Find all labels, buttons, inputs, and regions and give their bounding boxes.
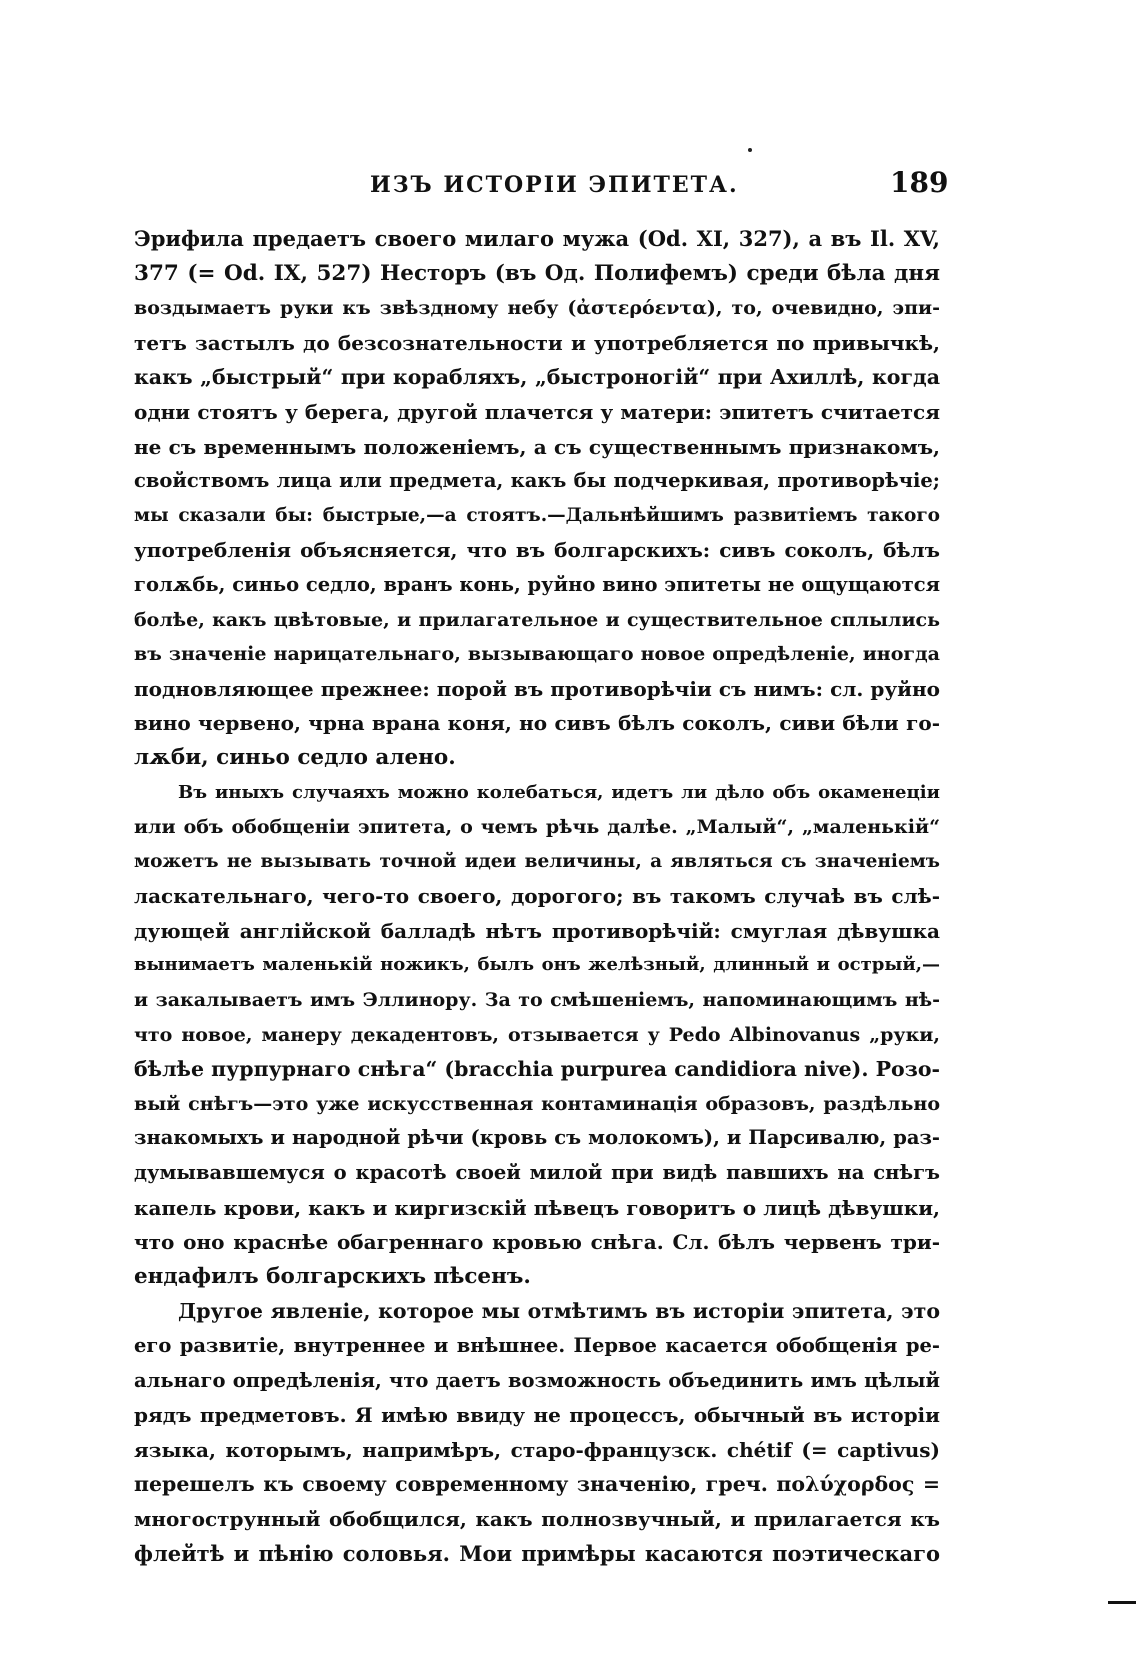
text-line: въ значеніе нарицательнаго, вызывающаго новое опредѣленіе, иногда [134, 643, 940, 666]
text-line: можетъ не вызывать точной идеи величины, а являться съ значеніемъ [134, 850, 940, 872]
text-line: что новое, манеру декадентовъ, отзывается у Pedo Albinovanus „руки, [134, 1023, 940, 1046]
text-line: болѣе, какъ цвѣтовые, и прилагательное и существительное сплылись [134, 608, 940, 631]
text-line: перешелъ къ своему современному значенію, греч. πολύχορδος = [134, 1472, 940, 1497]
text-line: рядъ предметовъ. Я имѣю ввиду не процессъ, обычный въ исторіи [134, 1403, 940, 1428]
paragraph-start-line: Другое явленіе, которое мы отмѣтимъ въ исторіи эпитета, это [178, 1299, 940, 1324]
text-line: языка, которымъ, напримѣръ, старо-французск. chétif (= captivus) [134, 1437, 940, 1462]
text-line: тетъ застылъ до безсознательности и употребляется по привычкѣ, [134, 330, 940, 355]
text-line: вый снѣгъ—это уже искусственная контаминація образовъ, раздѣльно [134, 1092, 940, 1115]
text-line: не съ временнымъ положеніемъ, а съ существеннымъ признакомъ, [134, 434, 940, 459]
text-line: вино червено, чрна врана коня, но сивъ бѣлъ соколъ, сиви бѣли го- [134, 711, 940, 736]
running-title: ИЗЪ ИСТОРІИ ЭПИТЕТА. [370, 172, 739, 198]
text-line: его развитіе, внутреннее и внѣшнее. Первое касается обобщенія ре- [134, 1334, 940, 1357]
text-line: дующей англійской балладѣ нѣтъ противорѣчій: смуглая дѣвушка [134, 918, 940, 943]
text-line: мы сказали бы: быстрые,—а стоятъ.—Дальнѣйшимъ развитіемъ такого [134, 504, 940, 526]
text-line: альнаго опредѣленія, что даетъ возможность объединить имъ цѣлый [134, 1368, 940, 1392]
text-line: лѫби, синьо седло алено. [134, 744, 456, 770]
text-line: Эрифила предаетъ своего милаго мужа (Od. XI, 327), а въ Il. XV, [134, 226, 940, 251]
text-line: употребленія объясняется, что въ болгарскихъ: сивъ соколъ, бѣлъ [134, 538, 940, 563]
text-line: многострунный обобщился, какъ полнозвучный, и прилагается къ [134, 1506, 940, 1531]
text-line: ендафилъ болгарскихъ пѣсенъ. [134, 1263, 531, 1289]
text-line: и закалываетъ имъ Эллинору. За то смѣшеніемъ, напоминающимъ нѣ- [134, 989, 940, 1012]
paragraph-start-line: Въ иныхъ случаяхъ можно колебаться, идетъ ли дѣло объ окаменеціи [178, 781, 940, 803]
text-line: знакомыхъ и народной рѣчи (кровь съ молокомъ), и Парсивалю, раз- [134, 1126, 940, 1150]
text-line: думывавшемуся о красотѣ своей милой при видѣ павшихъ на снѣгъ [134, 1161, 940, 1185]
text-line: голѫбь, синьо седло, вранъ конь, руйно вино эпитеты не ощущаются [134, 572, 940, 596]
text-line: капель крови, какъ и киргизскій пѣвецъ говоритъ о лицѣ дѣвушки, [134, 1195, 940, 1220]
text-line: воздымаетъ руки къ звѣздному небу (ἀστερόεντα), то, очевидно, эпи- [134, 297, 940, 320]
text-line: вынимаетъ маленькій ножикъ, былъ онъ желѣзный, длинный и острый,— [134, 954, 940, 976]
text-line: свойствомъ лица или предмета, какъ бы подчеркивая, противорѣчіе; [134, 469, 940, 493]
text-line: ласкательнаго, чего-то своего, дорогого; въ такомъ случаѣ въ слѣ- [134, 884, 940, 909]
text-line: бѣлѣе пурпурнаго снѣга“ (bracchia purpurea candidiora nive). Розо- [134, 1057, 940, 1082]
text-line: 377 (= Od. IX, 527) Несторъ (въ Од. Полифемъ) среди бѣла дня [134, 260, 940, 286]
text-line: или объ обобщеніи эпитета, о чемъ рѣчь далѣе. „Малый“, „маленькій“ [134, 816, 940, 839]
text-line: одни стоятъ у берега, другой плачется у матери: эпитетъ считается [134, 399, 940, 424]
ink-dot [748, 148, 752, 152]
page-number: 189 [890, 166, 949, 199]
text-line: что оно краснѣе обагреннаго кровью снѣга. Сл. бѣлъ червенъ три- [134, 1230, 940, 1255]
body-text [134, 222, 940, 1571]
text-line: флейтѣ и пѣнію соловья. Мои примѣры касаются поэтическаго [134, 1540, 940, 1566]
text-line: подновляющее прежнее: порой въ противорѣчіи съ нимъ: сл. руйно [134, 676, 940, 701]
text-line: какъ „быстрый“ при корабляхъ, „быстроногій“ при Ахиллѣ, когда [134, 365, 940, 390]
margin-dash-mark [1108, 1601, 1136, 1604]
